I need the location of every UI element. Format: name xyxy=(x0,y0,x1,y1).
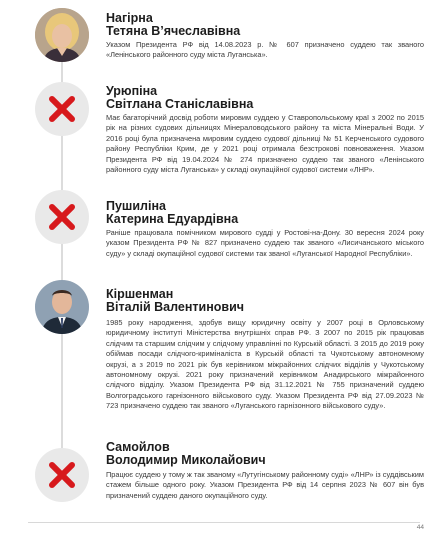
red-cross-icon xyxy=(35,448,89,502)
given-name: Віталій Валентинович xyxy=(106,300,245,314)
surname: Пушиліна xyxy=(106,199,166,213)
surname: Кіршенман xyxy=(106,287,174,301)
surname: Урюпіна xyxy=(106,84,158,98)
bio-text: 1985 року народження, здобув вищу юридичну освіту у 2007 році в Орловському юридичному інституті Міністерства внутрішніх справ РФ. З 2007 по 2015 рік працював слідчим та старшим слідчим у слідчому управлінні по Курській області. З 2015 до 2019 року обіймав посади слідчого-криміналіста в Курській області та Чукотському автономному окрузі, а з 2019 по 2021 рік був керівником міжрайонних слідчих відділів у Чукотському автономному окрузі. 2021 року призначений керівником Анадирського міжрайонного слідчого відділу. Указом Президента РФ від 31.12.2021 № 755 призначений суддею Волгоградського гарнізонного військового суду. Указом Президента РФ від 27.09.2023 № 723 призначено суддею так званого «Луганського гарнізонного військового суду». xyxy=(106,318,424,411)
photo-man xyxy=(35,280,89,334)
page-number: 44 xyxy=(416,524,424,531)
given-name: Катерина Едуардівна xyxy=(106,212,239,226)
bio-text: Працює суддею у тому ж так званому «Лутугінському районному суді» «ЛНР» із суддівським стажем більше одного року. Указом Президента РФ від 14 серпня 2023 № 607 він був призначений суддею даного окупаційного суду. xyxy=(106,470,424,500)
bio-text: Має багаторічний досвід роботи мировим суддею у Ставропольському краї з 2002 по 2015 рік на різних судових дільницях Мінераловодського району та міста Мінеральні Води. У 2016 році була призначена мировим суддею судової дільниці № 51 Керченського судового району Республіки Крим, де у 2021 році отримала безстрокові повноваження. Указом Президента РФ від 19.04.2024 № 274 призначено суддею так званого «Ленінського районного суду міста Луганська» у складі окупаційної судової системи «ЛНР». xyxy=(106,113,424,175)
given-name: Тетяна В’ячеславівна xyxy=(106,24,241,38)
red-cross-icon xyxy=(35,190,89,244)
red-cross-icon xyxy=(35,82,89,136)
surname: Нагірна xyxy=(106,11,153,25)
surname: Самойлов xyxy=(106,440,170,454)
photo-woman xyxy=(35,8,89,62)
bio-text: Раніше працювала помічником мирового судді у Ростові-на-Дону. 30 вересня 2024 року указом Президента РФ № 827 призначено суддею так званого «Лисичанського міського суду» у складі окупаційної судової системи так званої «Луганської Народної Республіки». xyxy=(106,228,424,258)
bio-text: Указом Президента РФ від 14.08.2023 р. № 607 призначено суддею так званого «Ленінського районного суду міста Луганська». xyxy=(106,40,424,60)
given-name: Володимир Миколайович xyxy=(106,453,266,467)
footer-divider xyxy=(28,522,420,523)
given-name: Світлана Станіславівна xyxy=(106,97,254,111)
